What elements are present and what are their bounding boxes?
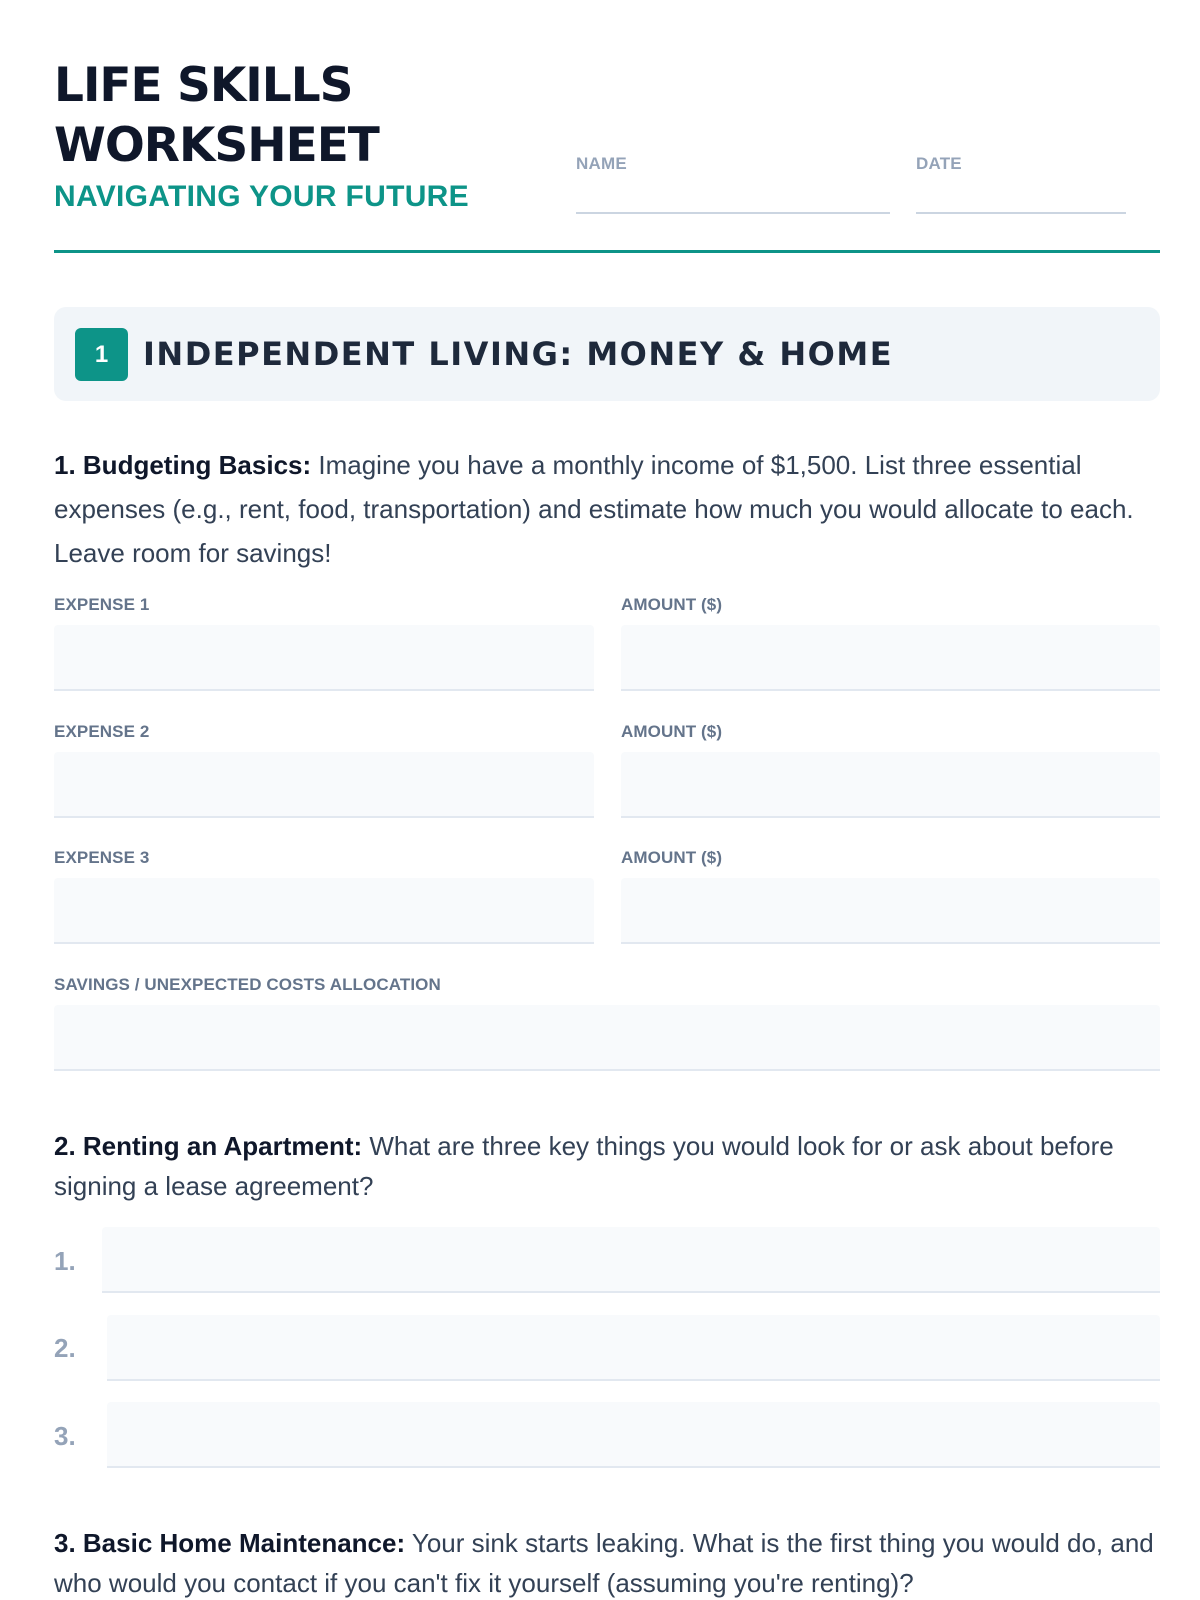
date-input[interactable] <box>916 180 1126 212</box>
question-1-text: Imagine you have a monthly income of $1,500. List three essential expenses (e.g., rent, food, transportation) and estimate how much you would allocate to each. Leave room for savings! <box>54 450 1134 568</box>
worksheet-header <box>54 56 1160 254</box>
amount-2-input[interactable] <box>621 752 1160 818</box>
header-divider <box>54 250 1160 253</box>
section-title: INDEPENDENT LIVING: MONEY & HOME <box>143 335 894 373</box>
answer-2-input[interactable] <box>107 1315 1160 1381</box>
amount-3-label: AMOUNT ($) <box>621 848 723 867</box>
expense-1-label: EXPENSE 1 <box>54 595 150 614</box>
question-1 <box>54 443 1160 575</box>
question-2-label: 2. Renting an Apartment: <box>54 1131 363 1161</box>
amount-3-input[interactable] <box>621 878 1160 944</box>
worksheet-title <box>54 56 379 176</box>
name-field-group <box>576 154 890 174</box>
worksheet-page <box>54 0 1160 1600</box>
savings-label: SAVINGS / UNEXPECTED COSTS ALLOCATION <box>54 975 441 994</box>
section-number-badge: 1 <box>75 328 128 381</box>
answer-1-input[interactable] <box>102 1227 1160 1293</box>
section-banner <box>54 307 1160 401</box>
expense-3-label: EXPENSE 3 <box>54 848 150 867</box>
question-2-text: What are three key things you would look for or ask about before signing a lease agreement? <box>54 1131 1114 1201</box>
amount-1-input[interactable] <box>621 625 1160 691</box>
expense-3-input[interactable] <box>54 878 594 944</box>
question-1-label: 1. Budgeting Basics: <box>54 450 312 480</box>
title-line-1: LIFE SKILLS <box>54 58 353 113</box>
expense-2-input[interactable] <box>54 752 594 818</box>
worksheet-subtitle: NAVIGATING YOUR FUTURE <box>54 180 469 213</box>
answer-number-3: 3. <box>54 1421 76 1451</box>
expense-2-label: EXPENSE 2 <box>54 722 150 741</box>
answer-3-input[interactable] <box>107 1402 1160 1468</box>
question-3 <box>54 1523 1160 1600</box>
answer-number-1: 1. <box>54 1246 76 1276</box>
name-label: NAME <box>576 154 627 173</box>
question-2 <box>54 1126 1160 1206</box>
date-field-group <box>916 154 1126 174</box>
question-3-text: Your sink starts leaking. What is the first thing you would do, and who would you contact if you can't fix it yourself (assuming you're renting)? <box>54 1528 1154 1598</box>
savings-input[interactable] <box>54 1005 1160 1071</box>
expense-1-input[interactable] <box>54 625 594 691</box>
name-input[interactable] <box>576 180 890 212</box>
date-underline <box>916 212 1126 214</box>
amount-2-label: AMOUNT ($) <box>621 722 723 741</box>
question-3-label: 3. Basic Home Maintenance: <box>54 1528 406 1558</box>
amount-1-label: AMOUNT ($) <box>621 595 723 614</box>
answer-number-2: 2. <box>54 1333 76 1363</box>
name-underline <box>576 212 890 214</box>
date-label: DATE <box>916 154 962 173</box>
title-line-2: WORKSHEET <box>54 118 379 173</box>
